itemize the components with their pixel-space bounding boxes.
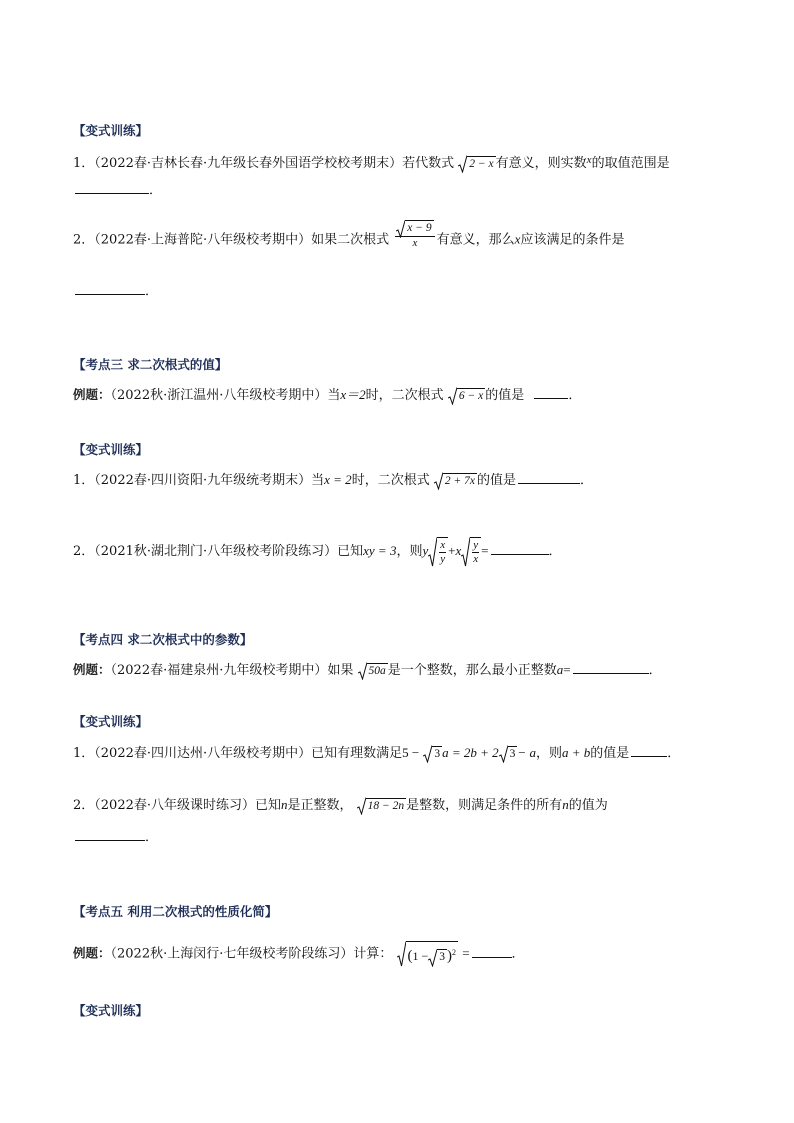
answer-blank[interactable] bbox=[518, 470, 580, 484]
equation-part: − a bbox=[517, 745, 536, 760]
answer-blank[interactable] bbox=[472, 944, 512, 958]
radicand: 3 bbox=[434, 747, 441, 760]
question-text: ，则 bbox=[396, 544, 423, 559]
kp3-heading: 【考点三 求二次根式的值】 bbox=[73, 357, 228, 372]
radicand: 2 − x bbox=[469, 157, 494, 170]
radicand: x − 9 bbox=[407, 222, 432, 234]
answer-blank[interactable] bbox=[573, 660, 649, 674]
period: ． bbox=[145, 284, 159, 299]
question-source: （2022秋·上海闵行·七年级校考阶段练习）计算： bbox=[110, 946, 393, 962]
example-5 bbox=[73, 941, 525, 967]
period: ． bbox=[667, 746, 681, 761]
answer-blank[interactable] bbox=[491, 541, 549, 555]
equation-part: a = 2b + 2 bbox=[442, 745, 499, 760]
question-source: （2022秋·浙江温州·八年级校考期中）当 bbox=[110, 388, 341, 403]
radicand: 2 + 7x bbox=[444, 474, 475, 487]
question-text: 的值是 bbox=[485, 388, 525, 403]
sqrt-squared-expression: (1 − 3 )$^2$ bbox=[397, 941, 459, 967]
sqrt-expression bbox=[358, 662, 388, 680]
kp5-heading: 【考点五 利用二次根式的性质化简】 bbox=[73, 904, 278, 919]
sqrt-3 bbox=[423, 745, 442, 763]
sqrt-expression bbox=[396, 220, 433, 236]
variant-heading-3: 【变式训练】 bbox=[73, 714, 149, 729]
sqrt-fraction-x-over-y: $\frac{x}{y}$ bbox=[428, 537, 448, 566]
radicand: 3 bbox=[509, 747, 516, 760]
answer-blank[interactable] bbox=[75, 180, 149, 194]
exponent: 2 bbox=[452, 948, 457, 957]
variable-a: a bbox=[556, 662, 564, 677]
question-text: 应该满足的条件是 bbox=[520, 232, 625, 248]
sqrt-expression bbox=[434, 472, 477, 490]
example-label: 例题： bbox=[73, 662, 111, 677]
question-text: 是正整数， bbox=[287, 798, 353, 813]
variable-x: x bbox=[586, 154, 592, 166]
condition: x＝2 bbox=[340, 387, 366, 402]
question-text: 的取值范围是 bbox=[591, 156, 670, 171]
question-source: （2022春·八年级课时练习）已知 bbox=[94, 798, 281, 813]
period: ． bbox=[145, 830, 159, 845]
question-source: （2022春·四川资阳·九年级统考期末）当 bbox=[94, 473, 325, 488]
equals-sign: = bbox=[462, 945, 470, 961]
example-3 bbox=[73, 385, 581, 405]
answer-line bbox=[73, 180, 162, 200]
question-text: 是整数，则满足条件的所有 bbox=[406, 798, 563, 813]
condition: x = 2 bbox=[324, 472, 352, 487]
variable-y: y bbox=[422, 543, 429, 558]
question-v1-1 bbox=[73, 151, 670, 173]
radicand: 6 − x bbox=[458, 389, 484, 402]
question-text: 的值为 bbox=[568, 798, 608, 813]
variant-heading-2: 【变式训练】 bbox=[73, 442, 149, 457]
sqrt-3 bbox=[499, 745, 518, 763]
question-text: 的值是 bbox=[590, 746, 630, 761]
example-label: 例题： bbox=[73, 387, 111, 402]
question-text: 的值是 bbox=[476, 473, 516, 488]
equals-sign: = bbox=[563, 662, 571, 677]
answer-line bbox=[73, 827, 158, 847]
sqrt-expression bbox=[357, 797, 407, 815]
question-source: （2021秋·湖北荆门·八年级校考阶段练习）已知 bbox=[94, 544, 364, 559]
question-source: （2022春·吉林长春·九年级长春外国语学校校考期末）若代数式 bbox=[94, 156, 455, 171]
question-number: 2． bbox=[73, 544, 95, 559]
condition: xy = 3 bbox=[363, 543, 397, 558]
question-text: 时，二次根式 bbox=[365, 388, 444, 403]
answer-line bbox=[73, 281, 158, 301]
period: ． bbox=[548, 544, 562, 559]
question-text: ，则 bbox=[535, 746, 562, 761]
period: ． bbox=[648, 663, 662, 678]
question-v4-1 bbox=[73, 743, 680, 763]
radicand: 18 − 2n bbox=[367, 799, 405, 812]
question-v1-2 bbox=[73, 222, 625, 250]
example-label: 例题： bbox=[73, 945, 111, 961]
period: ． bbox=[511, 946, 525, 962]
sqrt-expression bbox=[458, 155, 495, 173]
question-number: 2． bbox=[73, 232, 95, 248]
variable-x: x bbox=[455, 543, 462, 558]
sqrt-3 bbox=[428, 949, 447, 965]
answer-blank[interactable] bbox=[75, 281, 145, 295]
example-4 bbox=[73, 660, 662, 680]
variable-n: n bbox=[281, 797, 288, 812]
question-text: 是一个整数，那么最小正整数 bbox=[387, 663, 557, 678]
question-text: 时，二次根式 bbox=[351, 473, 430, 488]
question-v3-1 bbox=[73, 470, 593, 490]
period: ． bbox=[568, 388, 582, 403]
variant-heading-4: 【变式训练】 bbox=[73, 1003, 149, 1018]
sqrt-fraction-y-over-x: $\frac{y}{x}$ bbox=[461, 537, 481, 566]
kp4-heading: 【考点四 求二次根式中的参数】 bbox=[73, 632, 253, 647]
question-text: 有意义，那么 bbox=[436, 232, 515, 248]
answer-blank[interactable] bbox=[534, 385, 568, 399]
radicand: 3 bbox=[439, 951, 446, 964]
question-source: （2022春·四川达州·八年级校考期中）已知有理数满足 bbox=[94, 746, 403, 761]
question-text: 有意义，则实数 bbox=[495, 156, 587, 171]
answer-blank[interactable] bbox=[631, 743, 667, 757]
period: ． bbox=[579, 473, 593, 488]
variable-x: x bbox=[514, 231, 521, 247]
equals-sign: = bbox=[481, 543, 489, 558]
question-source: （2022春·福建泉州·九年级校考期中）如果 bbox=[110, 663, 354, 678]
fraction-expression bbox=[395, 220, 434, 250]
denominator: x bbox=[412, 237, 418, 249]
question-number: 1． bbox=[73, 746, 95, 761]
answer-blank[interactable] bbox=[75, 827, 145, 841]
variable-n: n bbox=[562, 797, 569, 812]
question-v3-2 bbox=[73, 537, 562, 566]
period: ． bbox=[149, 183, 163, 198]
radicand: 50a bbox=[368, 664, 386, 677]
inner-expression: 1 − bbox=[412, 949, 429, 963]
equation-part: 5 − bbox=[402, 745, 420, 760]
plus-sign: + bbox=[448, 543, 456, 558]
question-source: （2022春·上海普陀·八年级校考期中）如果二次根式 bbox=[94, 232, 390, 248]
question-v4-2 bbox=[73, 796, 608, 815]
sqrt-expression bbox=[448, 387, 485, 405]
expression: a + b bbox=[561, 745, 591, 760]
variant-heading-1: 【变式训练】 bbox=[73, 123, 149, 138]
question-number: 2． bbox=[73, 798, 95, 813]
question-number: 1． bbox=[73, 473, 95, 488]
question-number: 1． bbox=[73, 156, 95, 171]
